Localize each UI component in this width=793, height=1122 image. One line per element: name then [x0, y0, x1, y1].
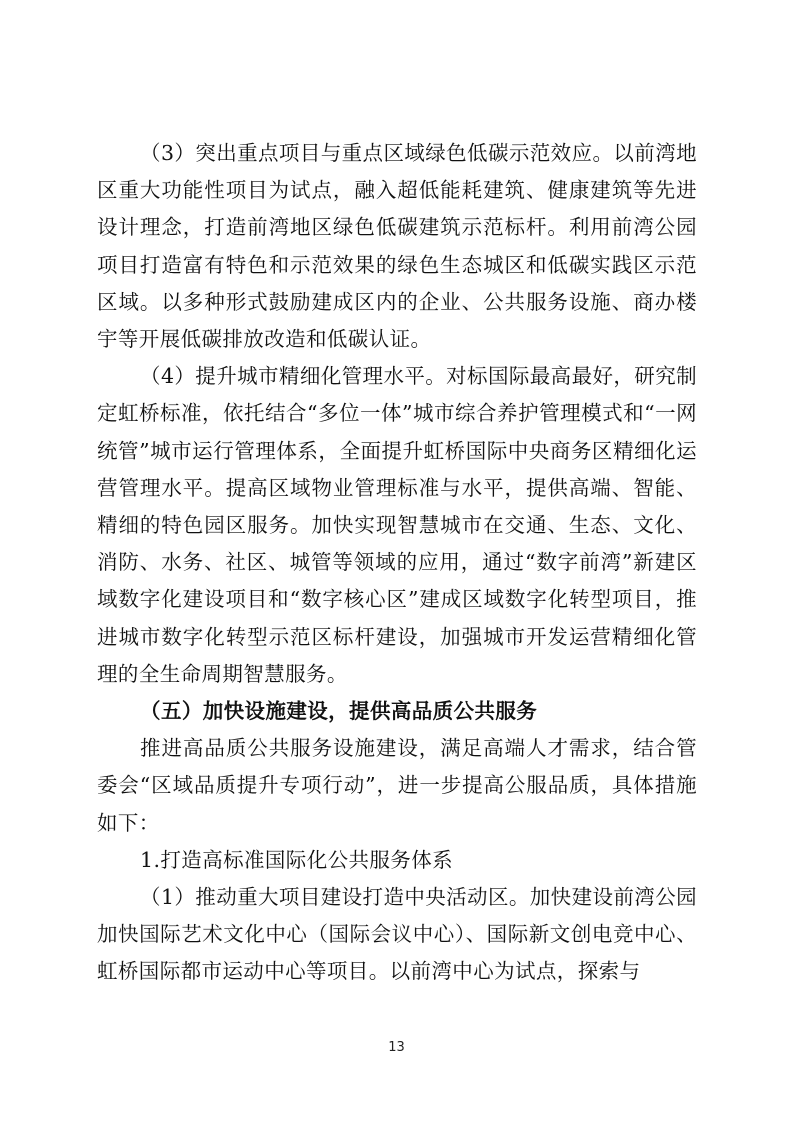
section-heading-public-services: （五）加快设施建设，提供高品质公共服务 [140, 699, 538, 724]
paragraph-service-intro: 推进高品质公共服务设施建设，满足高端人才需求，结合管委会“区域品质提升专项行动”，进一步提高公服品质，具体措施如下： [97, 736, 697, 835]
paragraph-refined-management: （4）提升城市精细化管理水平。对标国际最高最好，研究制定虹桥标准，依托结合“多位一体”城市综合养护管理模式和“一网统管”城市运行管理体系，全面提升虹桥国际中央商务区精细化运营管理水平。提高区域物业管理标准与水平，提供高端、智能、精细的特色园区服务。加快实现智慧城市在交通、生态、文化、消防、水务、社区、城管等领域的应用，通过“数字前湾”新建区域数字化建设项目和“数字核心区”建成区域数字化转型项目，推进城市数字化转型示范区标杆建设，加强城市开发运营精细化管理的全生命周期智慧服务。 [97, 364, 697, 686]
page-number: 13 [388, 1040, 405, 1055]
body-text [97, 135, 697, 991]
subheading-service-system: 1.打造高标准国际化公共服务体系 [140, 847, 454, 872]
paragraph-low-carbon-demo: （3）突出重点项目与重点区域绿色低碳示范效应。以前湾地区重大功能性项目为试点，融入超低能耗建筑、健康建筑等先进设计理念，打造前湾地区绿色低碳建筑示范标杆。利用前湾公园项目打造富有特色和示范效果的绿色生态城区和低碳实践区示范区域。以多种形式鼓励建成区内的企业、公共服务设施、商办楼宇等开展低碳排放改造和低碳认证。 [97, 141, 697, 352]
paragraph-major-projects: （1）推动重大项目建设打造中央活动区。加快建设前湾公园加快国际艺术文化中心（国际会议中心）、国际新文创电竞中心、虹桥国际都市运动中心等项目。以前湾中心为试点，探索与 [97, 885, 697, 984]
